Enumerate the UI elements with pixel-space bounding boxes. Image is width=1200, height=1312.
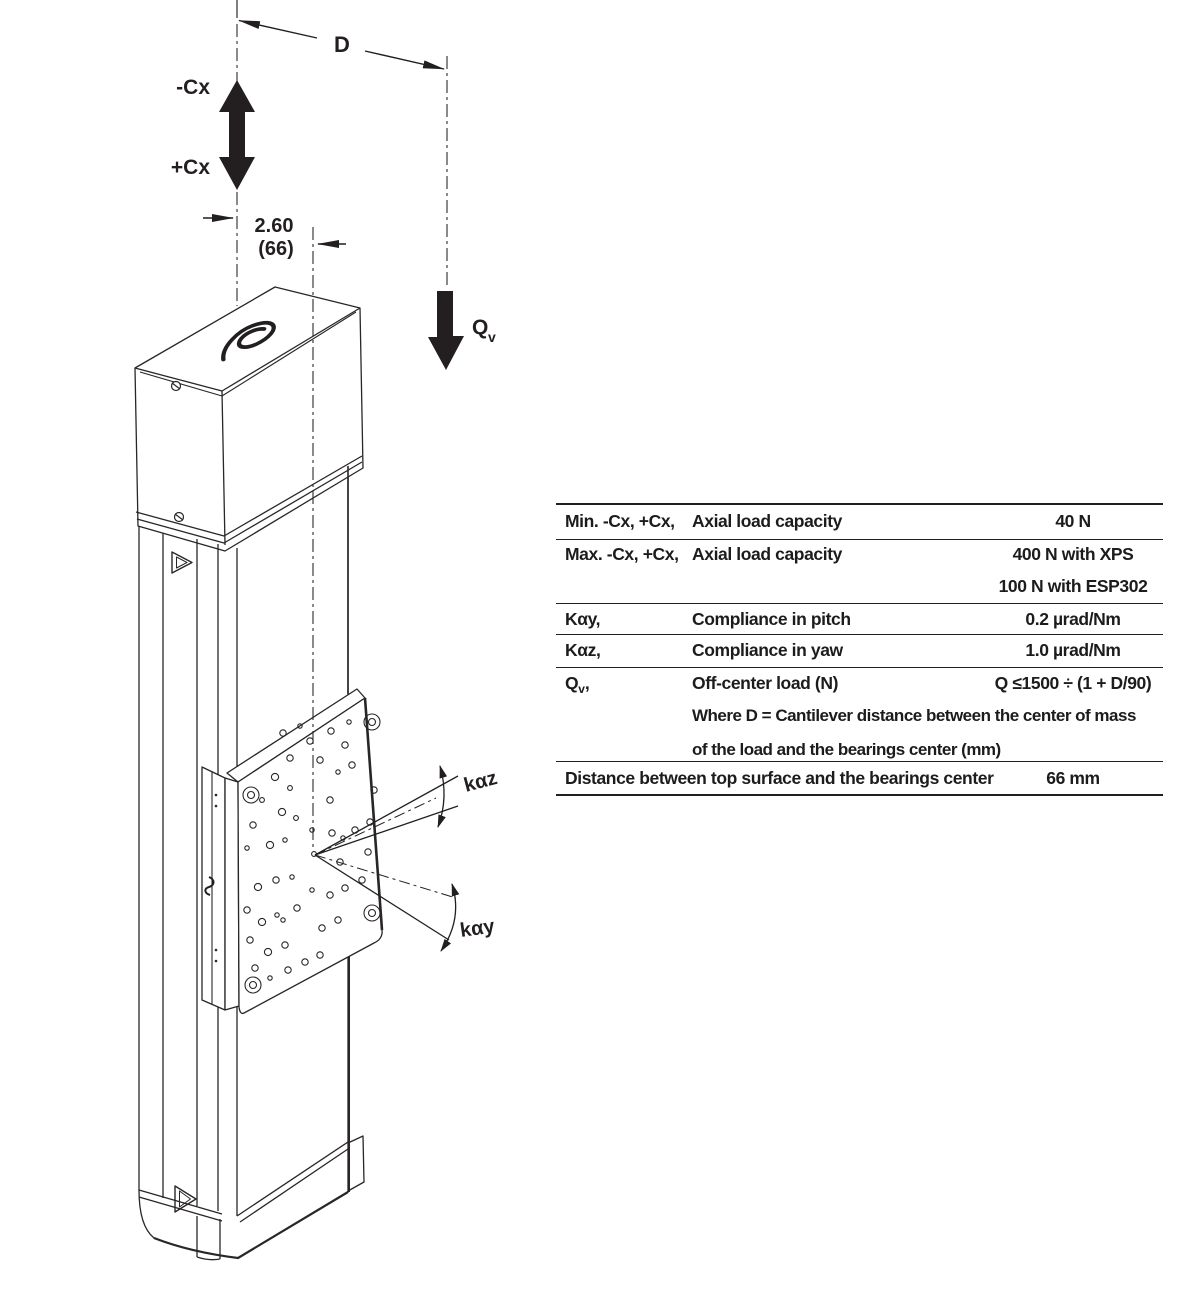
- qv-label: Q: [472, 316, 489, 339]
- row-label: Distance between top surface and the bearings center: [565, 768, 994, 788]
- table-row: [556, 634, 1163, 667]
- row-value: 1.0 µrad/Nm: [1025, 640, 1121, 660]
- row-parameter: Axial load capacity: [692, 544, 842, 564]
- kaz-label: kαz: [461, 766, 500, 797]
- table-row: [556, 539, 1163, 603]
- stage-drawing: [0, 0, 560, 1307]
- plate-left-bevel: [225, 778, 239, 1010]
- table-row: [556, 667, 1163, 761]
- qv-arrow: [428, 291, 464, 370]
- pos-cx-label: +Cx: [170, 156, 210, 179]
- row-parameter: Off-center load (N): [692, 673, 839, 693]
- row-value: 0.2 µrad/Nm: [1025, 609, 1121, 629]
- row-value: 400 N with XPS: [1012, 544, 1134, 564]
- dimension-d: [239, 21, 444, 70]
- table-row: [556, 761, 1163, 794]
- dimension-offset-in-label: 2.60: [254, 215, 294, 237]
- row-symbol: Kαy,: [565, 609, 601, 629]
- row-parameter: Compliance in pitch: [692, 609, 851, 629]
- qv-label-sub: v: [488, 329, 496, 345]
- cx-double-arrow: [219, 80, 255, 190]
- row-note: of the load and the bearings center (mm): [692, 740, 1001, 759]
- row-symbol: Kαz,: [565, 640, 601, 660]
- row-symbol: Min. -Cx, +Cx,: [565, 511, 675, 531]
- stage-body: [135, 287, 382, 1260]
- dimension-offset: [203, 215, 346, 260]
- row-symbol: $Q_v$,: [565, 673, 590, 696]
- neg-cx-label: -Cx: [176, 76, 210, 99]
- row-parameter: Axial load capacity: [692, 511, 842, 531]
- kay-label: kαy: [458, 915, 496, 942]
- row-value: 66 mm: [1046, 768, 1100, 788]
- row-value: Q ≤1500 ÷ (1 + D/90): [994, 673, 1152, 693]
- dimension-d-label: D: [334, 32, 350, 57]
- table-row: [556, 603, 1163, 634]
- row-symbol: Max. -Cx, +Cx,: [565, 544, 679, 564]
- row-note: Where D = Cantilever distance between the center of mass: [692, 706, 1136, 725]
- table-row: [556, 505, 1163, 539]
- qv-load-arrow: [428, 291, 496, 370]
- spec-table: [556, 503, 1163, 796]
- cx-load-arrows: [171, 76, 255, 190]
- row-value: 40 N: [1055, 511, 1091, 531]
- row-parameter: Compliance in yaw: [692, 640, 843, 660]
- dimension-offset-mm-label: (66): [258, 238, 294, 260]
- row-value-2: 100 N with ESP302: [998, 576, 1148, 596]
- stage-drawing-svg: [0, 0, 560, 1307]
